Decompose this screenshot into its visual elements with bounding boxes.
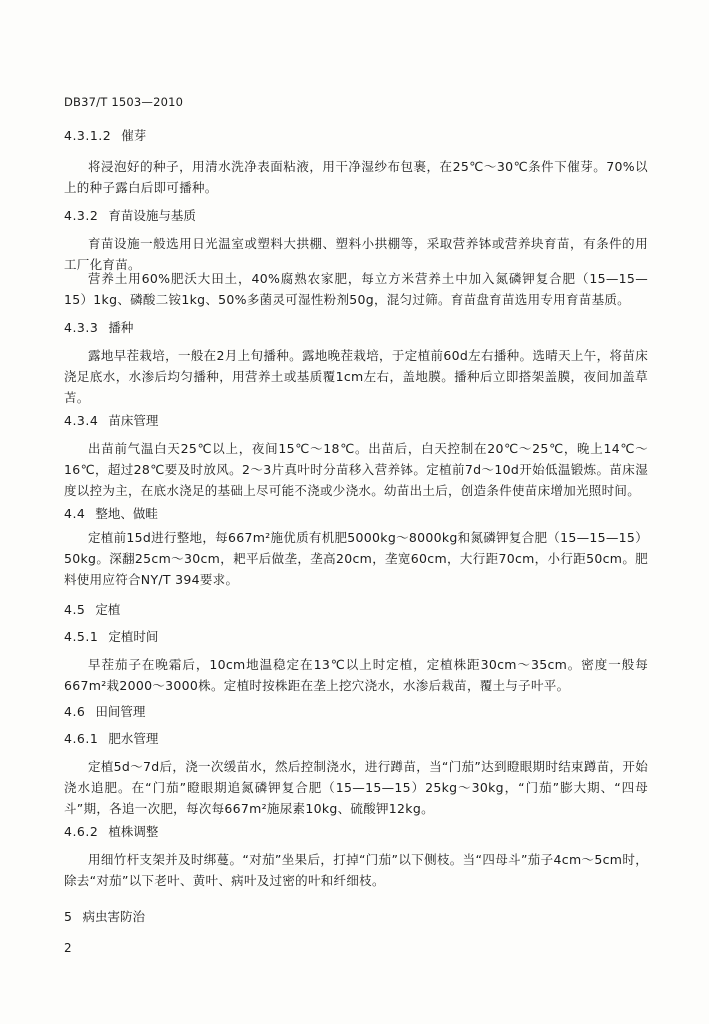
section-title: 病虫害防治 (82, 909, 145, 924)
section-number: 4.3.3 (64, 320, 99, 335)
section-number: 4.5 (64, 602, 86, 617)
paragraph: 露地早茬栽培，一般在2月上旬播种。露地晚茬栽培，于定植前60d左右播种。选晴天上午，将苗床浇足底水，水渗后均匀播种，用营养土或基质覆1cm左右，盖地膜。播种后立即搭架盖膜，夜间加盖草苫。 (64, 348, 648, 405)
page-number: 2 (64, 941, 72, 955)
section-title: 肥水管理 (108, 731, 159, 746)
paragraph: 出苗前气温白天25℃以上，夜间15℃～18℃。出苗后，白天控制在20℃～25℃，晚上14℃～16℃，超过28℃要及时放风。2～3片真叶时分苗移入营养钵。定植前7d～10d开始低温锻炼。苗床湿度以控为主，在底水浇足的基础上尽可能不浇或少浇水。幼苗出土后，创造条件使苗床增加光照时间。 (64, 441, 648, 498)
section-number: 4.4 (64, 506, 86, 521)
section-number: 4.3.1.2 (64, 128, 112, 143)
standard-code-header: DB37/T 1503—2010 (64, 95, 184, 109)
section-heading (64, 206, 196, 224)
section-title: 苗床管理 (108, 413, 159, 428)
paragraph: 营养土用60%肥沃大田土，40%腐熟农家肥，每立方米营养土中加入氮磷钾复合肥（15—15—15）1kg、磷酸二铵1kg、50%多菌灵可湿性粉剂50g，混匀过筛。育苗盘育苗选用专用育苗基质。 (64, 271, 648, 307)
paragraph: 用细竹杆支架并及时绑蔓。“对茄”坐果后，打掉“门茄”以下侧枝。当“四母斗”茄子4cm～5cm时，除去“对茄”以下老叶、黄叶、病叶及过密的叶和纤细枝。 (64, 852, 648, 888)
section-number: 4.6.1 (64, 731, 99, 746)
section-number: 4.6.2 (64, 824, 99, 839)
section-title: 定植 (95, 602, 121, 617)
section-title: 定植时间 (108, 629, 159, 644)
section-number: 4.5.1 (64, 629, 99, 644)
section-heading (64, 822, 158, 840)
section-heading (64, 907, 145, 925)
section-number: 4.6 (64, 704, 86, 719)
paragraph: 将浸泡好的种子，用清水洗净表面粘液，用干净湿纱布包裹，在25℃～30℃条件下催芽。70%以上的种子露白后即可播种。 (64, 159, 648, 195)
section-heading (64, 627, 158, 645)
section-number: 5 (64, 909, 73, 924)
section-heading (64, 729, 158, 747)
section-title: 播种 (108, 320, 134, 335)
section-title: 植株调整 (108, 824, 159, 839)
paragraph: 定植前15d进行整地，每667m²施优质有机肥5000kg～8000kg和氮磷钾复合肥（15—15—15）50kg。深翻25cm～30cm，耙平后做垄，垄高20cm，垄宽60cm，大行距70cm，小行距50cm。肥料使用应符合NY/T 394要求。 (64, 530, 648, 587)
paragraph: 定植5d～7d后，浇一次缓苗水，然后控制浇水，进行蹲苗，当“门茄”达到瞪眼期时结束蹲苗，开始浇水追肥。在“门茄”瞪眼期追氮磷钾复合肥（15—15—15）25kg～30kg，“门茄”膨大期、“四母斗”期，各追一次肥，每次每667m²施尿素10kg、硫酸钾12kg。 (64, 759, 648, 816)
section-number: 4.3.4 (64, 413, 99, 428)
section-title: 整地、做畦 (95, 506, 158, 521)
section-heading (64, 411, 158, 429)
section-title: 育苗设施与基质 (108, 208, 196, 223)
section-heading (64, 702, 145, 720)
paragraph: 育苗设施一般选用日光温室或塑料大拱棚、塑料小拱棚等，采取营养钵或营养块育苗，有条件的用工厂化育苗。 (64, 236, 648, 272)
section-heading (64, 504, 158, 522)
section-title: 田间管理 (95, 704, 146, 719)
section-title: 催芽 (121, 128, 147, 143)
section-heading (64, 126, 146, 144)
paragraph: 早茬茄子在晚霜后，10cm地温稳定在13℃以上时定植，定植株距30cm～35cm。密度一般每667m²栽2000～3000株。定植时按株距在垄上挖穴浇水，水渗后栽苗，覆土与子叶平。 (64, 657, 648, 693)
section-heading (64, 318, 133, 336)
section-number: 4.3.2 (64, 208, 99, 223)
section-heading (64, 600, 120, 618)
